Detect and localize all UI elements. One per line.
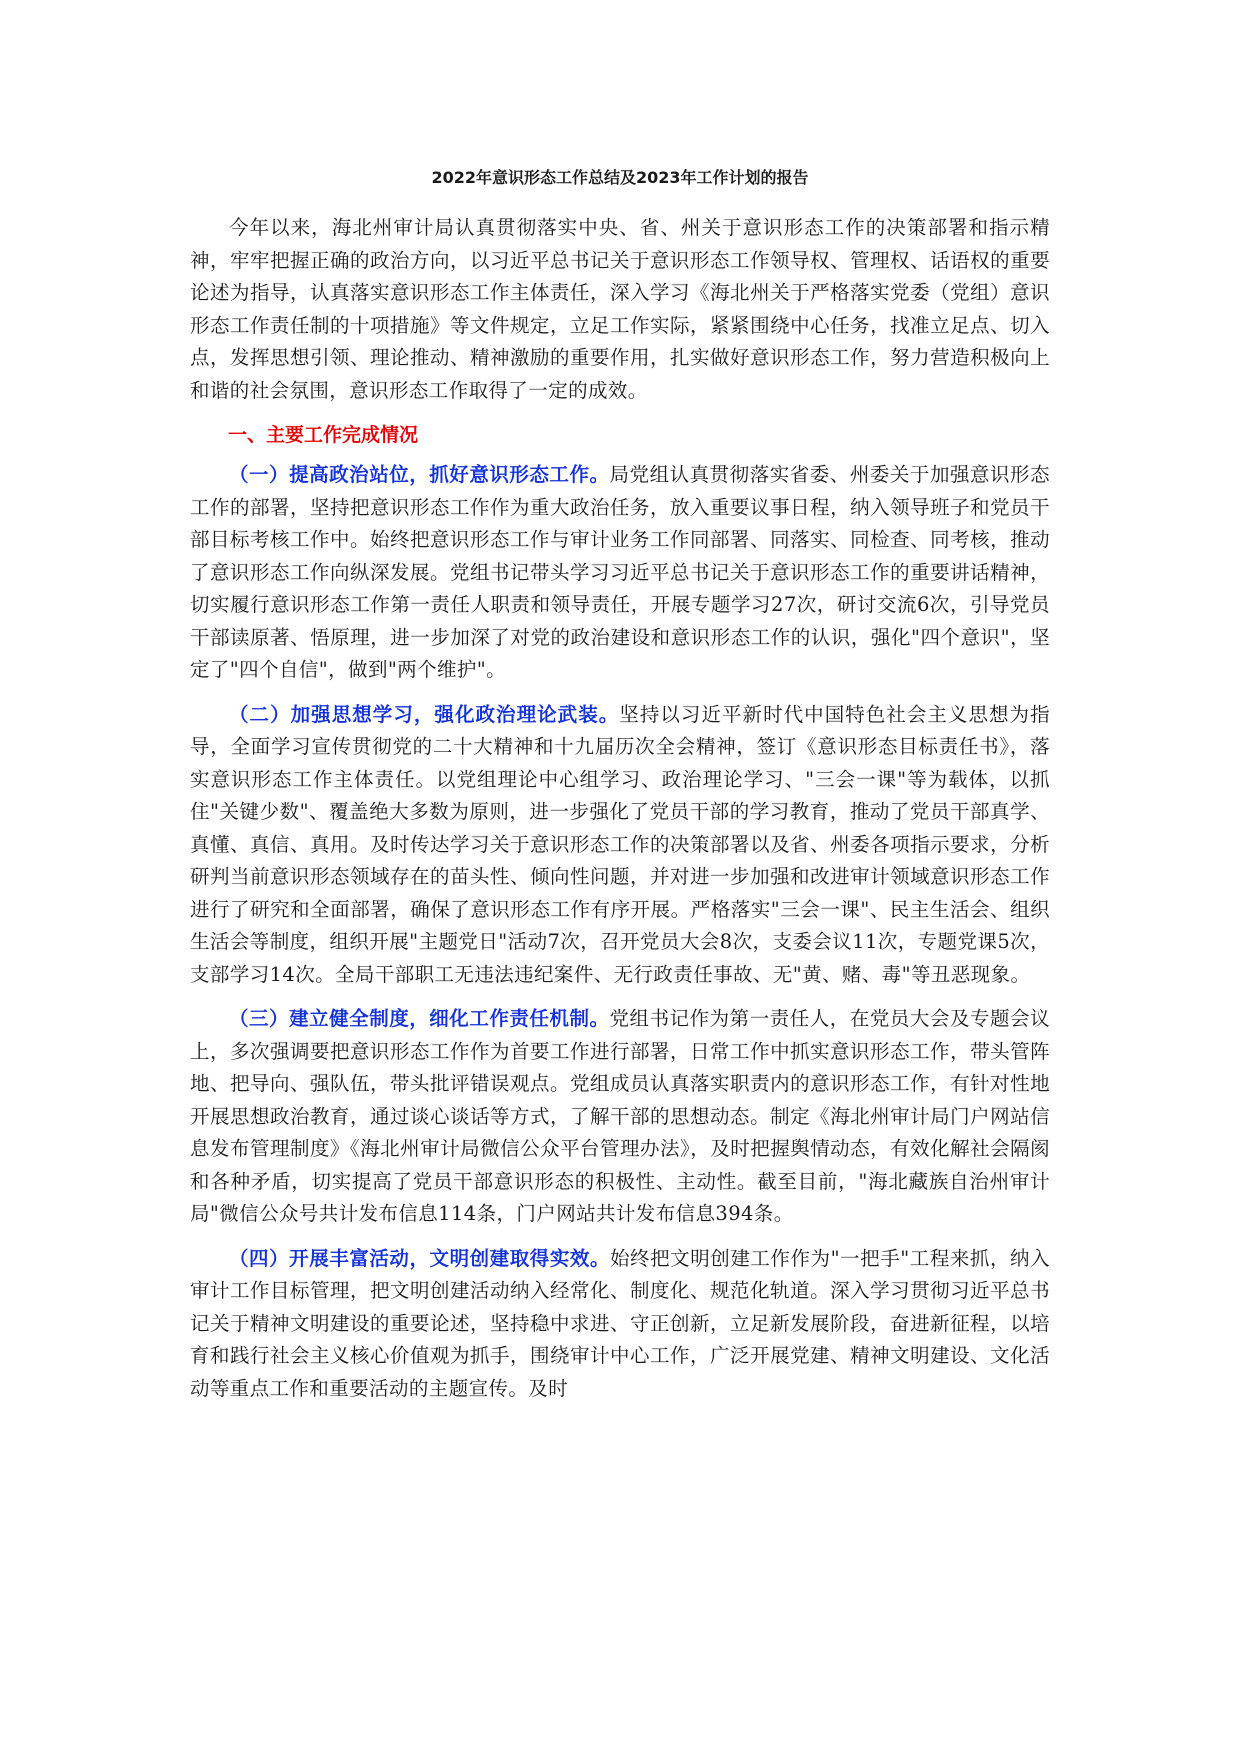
item-paragraph-4 [190,1243,1050,1406]
item-body-3: 党组书记作为第一责任人，在党员大会及专题会议上，多次强调要把意识形态工作作为首要工作进行部署，日常工作中抓实意识形态工作，带头管阵地、把导向、强队伍，带头批评错误观点。党组成员认真落实职责内的意识形态工作，有针对性地开展思想政治教育，通过谈心谈话等方式，了解干部的思想动态。制定《海北州审计局门户网站信息发布管理制度》《海北州审计局微信公众平台管理办法》，及时把握舆情动态，有效化解社会隔阂和各种矛盾，切实提高了党员干部意识形态的积极性、主动性。截至目前，"海北藏族自治州审计局"微信公众号共计发布信息114条，门户网站共计发布信息394条。 [190,1007,1050,1225]
item-paragraph-1 [190,459,1050,687]
item-heading-4: （四）开展丰富活动，文明创建取得实效。 [229,1246,610,1270]
intro-paragraph: 今年以来，海北州审计局认真贯彻落实中央、省、州关于意识形态工作的决策部署和指示精神，牢牢把握正确的政治方向，以习近平总书记关于意识形态工作领导权、管理权、话语权的重要论述为指导，认真落实意识形态工作主体责任，深入学习《海北州关于严格落实党委（党组）意识形态工作责任制的十项措施》等文件规定，立足工作实际，紧紧围绕中心任务，找准立足点、切入点，发挥思想引领、理论推动、精神激励的重要作用，扎实做好意识形态工作，努力营造积极向上和谐的社会氛围，意识形态工作取得了一定的成效。 [190,216,1050,402]
item-body-4: 始终把文明创建工作作为"一把手"工程来抓，纳入审计工作目标管理，把文明创建活动纳入经常化、制度化、规范化轨道。深入学习贯彻习近平总书记关于精神文明建设的重要论述，坚持稳中求进、守正创新，立足新发展阶段，奋进新征程，以培育和践行社会主义核心价值观为抓手，围绕审计中心工作，广泛开展党建、精神文明建设、文化活动等重点工作和重要活动的主题宣传。及时 [190,1246,1050,1400]
item-heading-2: （二）加强思想学习，强化政治理论武装。 [229,702,620,726]
item-heading-3: （三）建立健全制度，细化工作责任机制。 [229,1007,610,1030]
item-body-2: 坚持以习近平新时代中国特色社会主义思想为指导，全面学习宣传贯彻党的二十大精神和十九届历次全会精神，签订《意识形态目标责任书》，落实意识形态工作主体责任。以党组理论中心组学习、政治理论学习、"三会一课"等为载体，以抓住"关键少数"、覆盖绝大多数为原则，进一步强化了党员干部的学习教育，推动了党员干部真学、真懂、真信、真用。及时传达学习关于意识形态工作的决策部署以及省、州委各项指示要求，分析研判当前意识形态领域存在的苗头性、倾向性问题，并对进一步加强和改进审计领域意识形态工作进行了研究和全面部署，确保了意识形态工作有序开展。严格落实"三会一课"、民主生活会、组织生活会等制度，组织开展"主题党日"活动7次，召开党员大会8次，支委会议11次，专题党课5次，支部学习14次。全局干部职工无违法违纪案件、无行政责任事故、无"黄、赌、毒"等丑恶现象。 [190,702,1050,986]
document-title: 2022年意识形态工作总结及2023年工作计划的报告 [431,168,809,187]
document-content [190,166,1050,1417]
item-body-1: 局党组认真贯彻落实省委、州委关于加强意识形态工作的部署，坚持把意识形态工作作为重大政治任务，放入重要议事日程，纳入领导班子和党员干部目标考核工作中。始终把意识形态工作与审计业务工作同部署、同落实、同检查、同考核，推动了意识形态工作向纵深发展。党组书记带头学习习近平总书记关于意识形态工作的重要讲话精神，切实履行意识形态工作第一责任人职责和领导责任，开展专题学习27次，研讨交流6次，引导党员干部读原著、悟原理，进一步加深了对党的政治建设和意识形态工作的认识，强化"四个意识"，坚定了"四个自信"，做到"两个维护"。 [190,463,1050,681]
item-paragraph-2 [190,699,1050,992]
item-paragraph-3 [190,1003,1050,1231]
section-heading-main-work: 一、主要工作完成情况 [228,424,419,446]
item-heading-1: （一）提高政治站位，抓好意识形态工作。 [229,463,610,486]
